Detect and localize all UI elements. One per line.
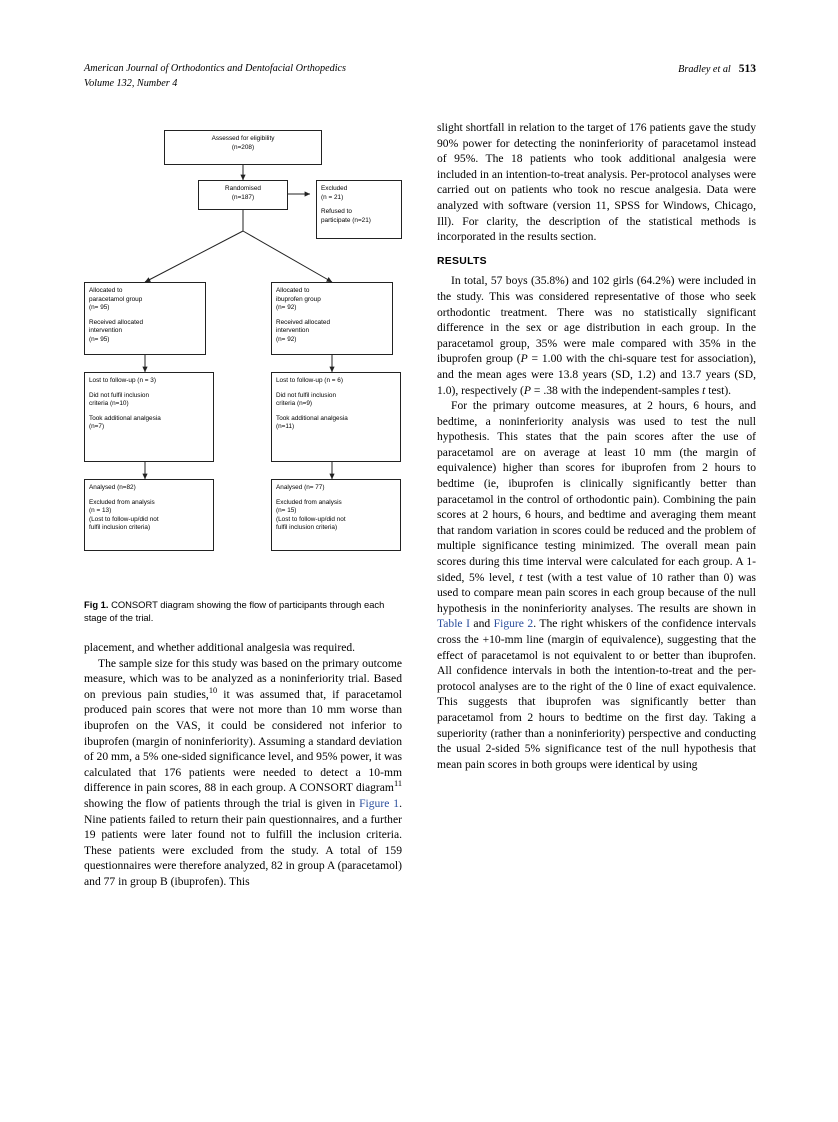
citation-10: 10 [208, 685, 218, 695]
consort-box-analysed-ibuprofen [271, 479, 401, 551]
right-column [437, 120, 756, 772]
analysed-para-line2: Excluded from analysis [89, 498, 155, 506]
sample-size-text-a: The sample size for this study was based on the primary outcome measure, which was to be analyzed as a noninferiority trial. Based on previous pain studies, [84, 656, 402, 701]
consort-box-lost-ibuprofen [271, 372, 401, 462]
alloc-ibu-line2: ibuprofen group [276, 295, 321, 303]
right-column-body [437, 120, 756, 772]
journal-name: American Journal of Orthodontics and Dentofacial Orthopedics [84, 63, 347, 74]
sample-size-text-d: . Nine patients failed to return their pain questionnaires, and a further 19 patients were later found not to fulfill the inclusion criteria. These patients were excluded from the study. A total of 159 questionnaires were therefore analyzed, 82 in group A (paracetamol) and 77 in group B (ibuprofen). This [84, 796, 402, 888]
left-column [84, 118, 402, 890]
alloc-para-line4: Received allocated [89, 318, 143, 326]
randomised-line2: (n=187) [231, 193, 255, 201]
lost-para-line2: Did not fulfil inclusion [89, 391, 150, 399]
analysed-ibu-line4: (Lost to follow-up/did not [276, 515, 346, 523]
consort-box-lost-paracetamol [84, 372, 214, 462]
paragraph-continued: placement, and whether additional analgesia was required. [84, 641, 356, 654]
alloc-para-line1: Allocated to [89, 287, 123, 294]
alloc-para-line2: paracetamol group [89, 295, 143, 303]
xref-table-1[interactable]: Table I [437, 617, 470, 631]
section-heading-results: RESULTS [437, 255, 487, 267]
paragraph-power: slight shortfall in relation to the target of 176 patients gave the study 90% power for detecting the noninferiority of paracetamol instead of 95%. The 18 patients who took additional analgesia were included in an intention-to-treat analysis. Per-protocol analyses were carried out on patients who took no rescue analgesia. Data were analyzed with software (version 11, SPSS for Windows, Chicago, Ill). For clarity, the description of the statistical methods is incorporated in the results section. [437, 121, 756, 244]
stat-symbol-p-2: P [523, 383, 532, 397]
analysed-ibu-line1: Analysed (n= 77) [276, 484, 325, 491]
xref-figure-2[interactable]: Figure 2 [493, 617, 534, 631]
lost-para-line5: (n=7) [89, 423, 105, 431]
demographics-text-a: In total, 57 boys (35.8%) and 102 girls (64.2%) were included in the study. This was considered representative of those who seek orthodontic treatment. There was no statistically significant difference in the sex or age distribution in each group. In the paracetamol group, 35% were male compared with 35% in the ibuprofen group ( [437, 274, 756, 366]
alloc-ibu-line6: (n= 92) [276, 335, 297, 343]
demographics-text-b: = 1.00 with the chi-square test for association), and the mean ages were 13.8 years (SD, 1.2) and 13.7 years (SD, 1.0), respectively ( [437, 352, 757, 397]
stat-symbol-p-1: P [520, 352, 528, 366]
article-authors: Bradley et al [678, 64, 731, 75]
consort-box-excluded [316, 180, 402, 239]
left-column-body [84, 640, 402, 890]
journal-volume: Volume 132, Number 4 [84, 77, 178, 89]
assessed-line1: Assessed for eligibility [211, 135, 275, 142]
stat-symbol-t-1: t [702, 383, 706, 397]
randomised-line1: Randomised [225, 185, 261, 192]
alloc-ibu-line4: Received allocated [276, 318, 330, 326]
consort-box-allocated-paracetamol [84, 282, 206, 355]
demographics-text-c: = .38 with the independent-samples [531, 383, 703, 397]
analysed-para-line4: (Lost to follow-up/did not [89, 515, 159, 523]
analysed-para-line5: fulfil inclusion criteria) [89, 524, 151, 532]
lost-para-line4: Took additional analgesia [89, 414, 161, 422]
lost-ibu-line3: criteria (n=9) [276, 400, 313, 408]
spacer-before-results [437, 245, 756, 254]
citation-11: 11 [393, 779, 402, 789]
lost-ibu-line1: Lost to follow-up (n = 6) [276, 377, 343, 384]
lost-ibu-line5: (n=11) [276, 423, 295, 431]
lost-ibu-line2: Did not fulfil inclusion [276, 391, 337, 399]
alloc-ibu-line3: (n= 92) [276, 304, 297, 312]
figure-caption-text: CONSORT diagram showing the flow of participants through each stage of the trial. [84, 599, 385, 623]
alloc-para-line6: (n= 95) [89, 335, 110, 343]
running-head [84, 62, 756, 91]
alloc-ibu-line1: Allocated to [276, 287, 310, 294]
consort-box-analysed-paracetamol [84, 479, 214, 551]
demographics-text-d: test). [705, 383, 732, 397]
excluded-line2: (n = 21) [321, 193, 344, 201]
paragraph-demographics [437, 273, 756, 398]
lost-ibu-line4: Took additional analgesia [276, 414, 348, 422]
journal-title [84, 62, 346, 91]
excluded-line4: participate (n=21) [321, 216, 371, 224]
primary-outcome-text-a: For the primary outcome measures, at 2 hours, 6 hours, and bedtime, a noninferiority analysis was used to test the null hypothesis. This states that the pain scores after the use of paracetamol are on average at least 10 mm (the margin of equivalence) higher than scores for ibuprofen from 2 hours to bedtime (ie, ibuprofen is clinically significantly better than paracetamol in the control of orthodontic pain). Combining the pain scores at 2 hours, 6 hours, and bedtime and averaging them meant that random variation in scores could be reduced and the problem of multiple significance testing minimized. The overall mean pain scores during this time interval were calculated for each group. A 1-sided, 5% level, [437, 399, 756, 584]
assessed-line2: (n=208) [231, 143, 255, 151]
consort-box-assessed [164, 130, 322, 165]
stat-symbol-t-2: t [519, 570, 523, 584]
sample-size-text-c: showing the flow of patients through the trial is given in [84, 796, 360, 810]
alloc-para-line5: intervention [89, 327, 123, 335]
analysed-para-line1: Analysed (n=82) [89, 484, 136, 491]
alloc-ibu-line5: intervention [276, 327, 310, 335]
primary-outcome-text-c: and [469, 617, 494, 631]
figure-caption-label: Fig 1. [84, 599, 109, 610]
paragraph-sample-size [84, 656, 402, 890]
analysed-ibu-line3: (n= 15) [276, 507, 297, 515]
xref-figure-1[interactable]: Figure 1 [359, 796, 400, 810]
analysed-para-line3: (n = 13) [89, 507, 112, 515]
analysed-ibu-line5: fulfil inclusion criteria) [276, 524, 338, 532]
consort-box-randomised [198, 180, 288, 210]
lost-para-line3: criteria (n=10) [89, 400, 129, 408]
excluded-line1: Excluded [321, 185, 348, 192]
sample-size-text-b: it was assumed that, if paracetamol produced pain scores that were not more than 10 mm worse than ibuprofen on the VAS, it could be considered not inferior to ibuprofen (margin of noninferiority). Assuming a standard deviation of 20 mm, a 5% one-sided significance level, and 95% power, it was calculated that 176 patients were needed to detect a 10-mm difference in pain scores, 88 in each group. A CONSORT diagram [84, 687, 402, 795]
analysed-ibu-line2: Excluded from analysis [276, 498, 342, 506]
page-number: 513 [738, 63, 756, 75]
alloc-para-line3: (n= 95) [89, 304, 110, 312]
lost-para-line1: Lost to follow-up (n = 3) [89, 377, 156, 384]
figure-caption [84, 598, 394, 624]
primary-outcome-text-b: test (with a test value of 10 rather than 0) was used to compare mean pain scores in each group because of the null hypothesis in the noninferiority analyses. The results are shown in [437, 570, 756, 615]
paragraph-primary-outcome [437, 398, 756, 772]
running-head-right [678, 62, 756, 78]
excluded-line3: Refused to [321, 208, 352, 216]
primary-outcome-text-d: . The right whiskers of the confidence intervals cross the +10-mm line (margin of equivalence), suggesting that the effect of paracetamol is not equivalent to or better than ibuprofen. All confidence intervals in both the intention-to-treat and the per-protocol analyses are to the right of the 0 line of exact equivalence. This suggests that ibuprofen was significantly better than paracetamol from 2 hours to bedtime on the first day. Taking a superiority (rather than a noninferiority) perspective and conducting the usual 2-sided 5% significance test of the null hypothesis that mean pain scores in both groups were identical by using [437, 617, 757, 771]
consort-box-allocated-ibuprofen [271, 282, 393, 355]
figure-1 [84, 118, 402, 588]
